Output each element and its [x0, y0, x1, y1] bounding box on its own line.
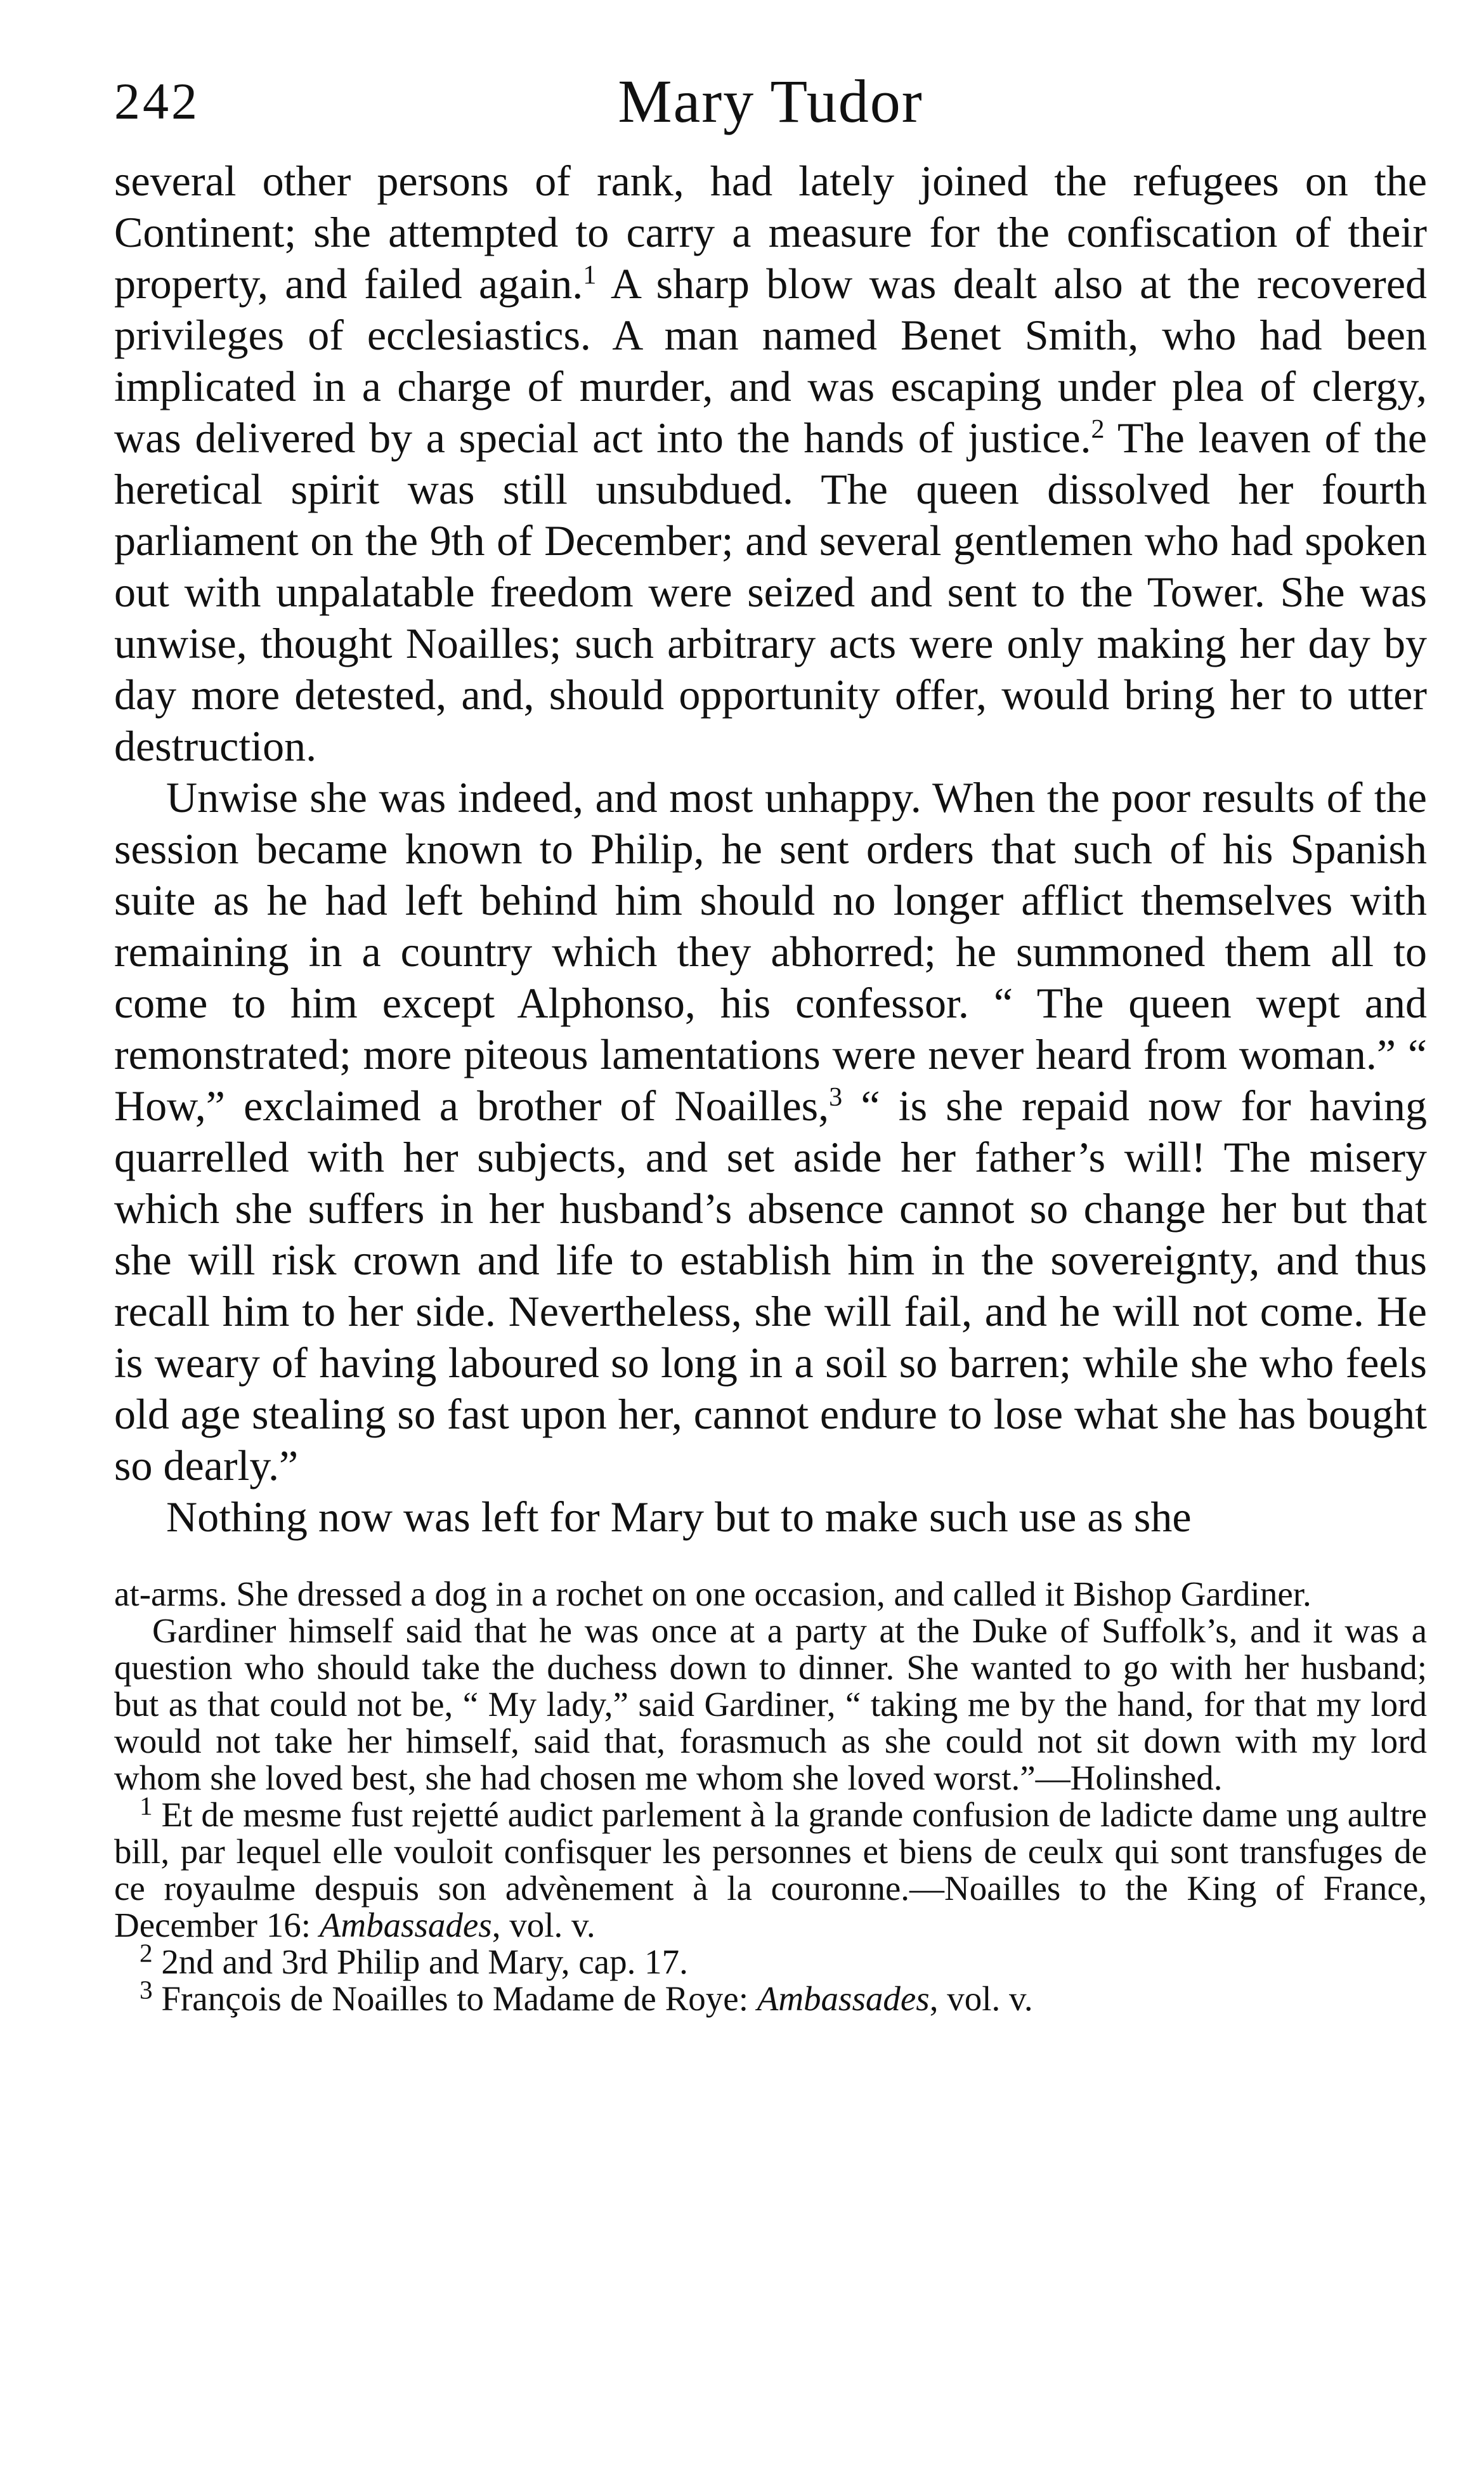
footnote-text: 2nd and 3rd Philip and Mary, cap. 17. — [152, 1942, 688, 1981]
footnote-text: Et de mesme fust rejetté audict parlement à la grande confusion de ladicte dame ung aultre bill, par lequel elle vouloit confisquer les personnes et biens de ceulx qui sont transfuges de ce royaulme despuis son advènement à la couronne.—Noailles to the King of France, December 16: — [114, 1795, 1427, 1944]
footnote-text: François de Noailles to Madame de Roye: — [152, 1979, 757, 2018]
footnote-tail: , vol. v. — [491, 1906, 596, 1944]
paragraph: Nothing now was left for Mary but to make such use as she — [166, 1493, 1192, 1541]
book-page — [114, 60, 1427, 2017]
footnote-continuation: at-arms. She dressed a dog in a rochet on one occasion, and called it Bishop Gardiner. — [114, 1574, 1312, 1613]
paragraph-text: A sharp blow was dealt also at the recovered privileges of ecclesiastics. A man named Benet Smith, who had been implicated in a charge of murder, and was escaping under plea of clergy, was delivered by a special act into the hands of justice. — [114, 259, 1427, 462]
paragraph-text: The leaven of the heretical spirit was still unsubdued. The queen dissolved her fourth parliament on the 9th of December; and several gentlemen who had spoken out with unpalatable freedom were seized and sent to the Tower. She was unwise, thought Noailles; such arbitrary acts were only making her day by day more detested, and, should opportunity offer, would bring her to utter destruction. — [114, 414, 1427, 770]
footnote-mark: 1 — [140, 1791, 153, 1821]
footnote-ref-3: 3 — [829, 1082, 843, 1112]
footnote-ref-2: 2 — [1091, 414, 1105, 444]
footnote-3 — [114, 1975, 1427, 2018]
paragraph — [114, 772, 1427, 1491]
paragraph-text: “ is she repaid now for having quarrelled with her subjects, and set aside her father’s will! The misery which she suffers in her husband’s absence cannot so change her but that she will risk crown and life to establish him in the sovereignty, and thus recall him to her side. Nevertheless, she will fail, and he will not come. He is weary of having laboured so long in a soil so barren; while she who feels old age stealing so fast upon her, cannot endure to lose what she has bought so dearly.” — [114, 1082, 1427, 1489]
footnote-2 — [114, 1938, 1427, 1981]
paragraph — [114, 155, 1427, 772]
footnote-source: Ambassades — [319, 1906, 492, 1944]
page-header — [114, 60, 1427, 143]
footnote-1 — [114, 1791, 1427, 1944]
footnote-source: Ambassades — [757, 1979, 930, 2018]
footnote-ref-1: 1 — [583, 259, 597, 290]
footnote-continuation: Gardiner himself said that he was once at a party at the Duke of Suffolk’s, and it was a question who should take the duchess down to dinner. She wanted to go with her husband; but as that could not be, “ My lady,” said Gardiner, “ taking me by the hand, for that my lord would not take her himself, said that, forasmuch as she could not sit down with my lord whom she loved best, she had chosen me whom she loved worst.”—Holinshed. — [114, 1611, 1427, 1797]
main-text — [114, 155, 1427, 1543]
paragraph-text: Unwise she was indeed, and most unhappy. When the poor results of the session became known to Philip, he sent orders that such of his Spanish suite as he had left behind him should no longer afflict themselves with remaining in a country which they abhorred; he summoned them all to come to him except Alphonso, his confessor. “ The queen wept and remonstrated; more piteous lamentations were never heard from woman.” “ How,” exclaimed a brother of Noailles, — [114, 773, 1427, 1130]
paragraph-text: several other persons of rank, had lately joined the refugees on the Continent; she attempted to carry a measure for the confiscation of their property, and failed again. — [114, 157, 1427, 308]
footnote-mark: 3 — [140, 1975, 153, 2005]
footnote-mark: 2 — [140, 1938, 153, 1968]
running-head: Mary Tudor — [618, 67, 923, 135]
footnote-tail: , vol. v. — [929, 1979, 1033, 2018]
footnotes — [114, 1576, 1427, 2017]
page-number: 242 — [114, 72, 200, 130]
